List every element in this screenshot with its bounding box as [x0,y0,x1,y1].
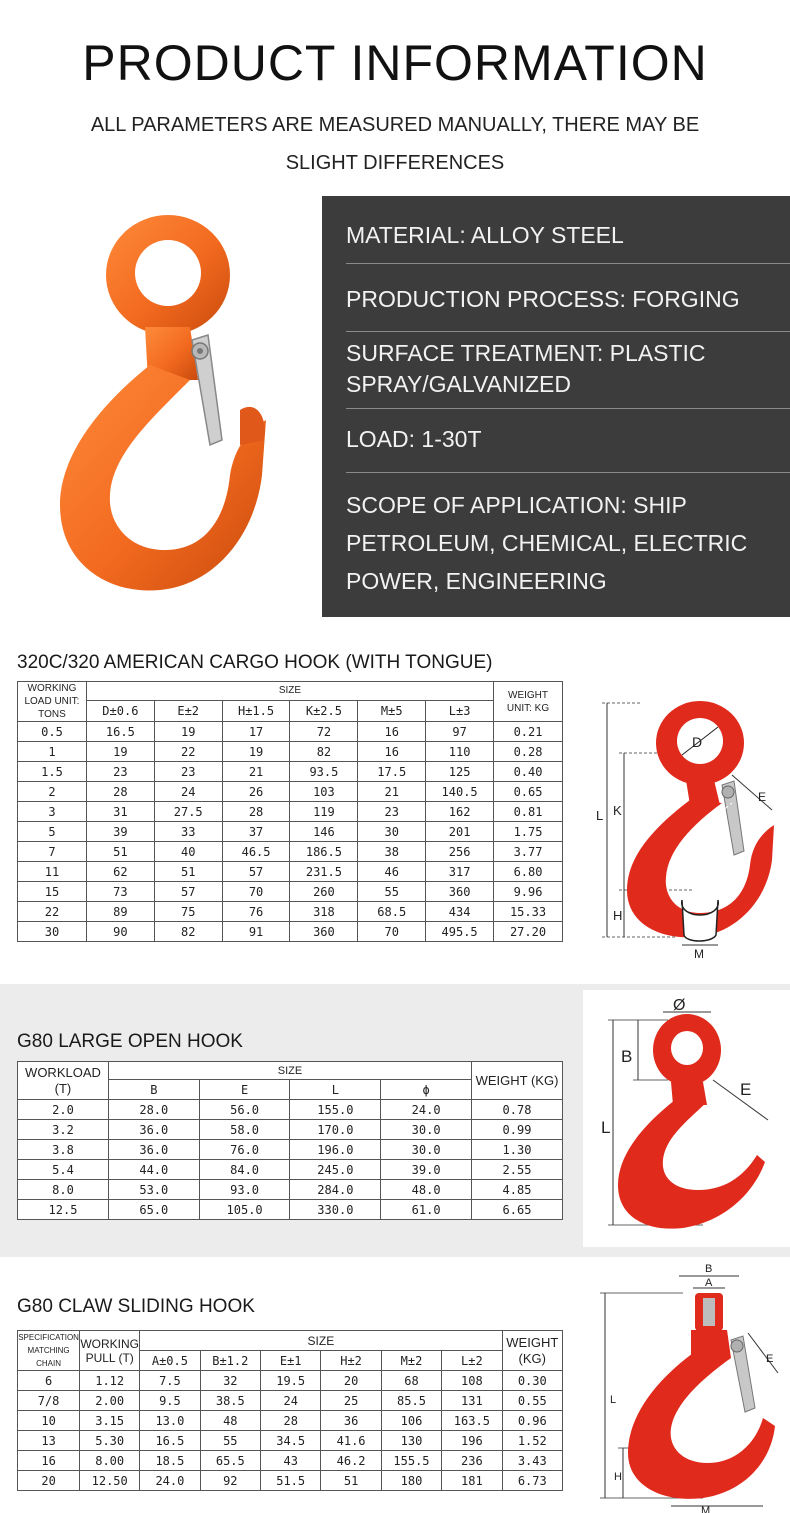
table-cell: 180 [381,1471,441,1491]
table-cell: 17 [222,722,290,742]
table-cell: 0.99 [472,1120,563,1140]
label-k: K [613,803,622,818]
table-cell: 23 [358,802,426,822]
table-row [18,782,563,802]
table-cell: 27.5 [154,802,222,822]
table-cell: 93.0 [199,1180,290,1200]
table-cell: 231.5 [290,862,358,882]
subtitle-line: ALL PARAMETERS ARE MEASURED MANUALLY, THERE MAY BE [90,114,700,136]
label-h: H [614,1471,622,1483]
header-size: SIZE [140,1331,502,1351]
table-row [18,1471,563,1491]
table-cell: 15.33 [494,902,563,922]
table-cell: 39 [86,822,154,842]
table-cell: 0.81 [494,802,563,822]
table-cell: 13.0 [140,1411,200,1431]
table-cell: 1.12 [80,1371,140,1391]
table-cell: 12.5 [18,1200,109,1220]
table-cell: 2.55 [472,1160,563,1180]
table-cell: 33 [154,822,222,842]
table-cell: 89 [86,902,154,922]
table-cell: 17.5 [358,762,426,782]
table-cell: 65.5 [200,1451,260,1471]
table-cell: 155.5 [381,1451,441,1471]
table-cell: 0.65 [494,782,563,802]
table-cell: 1.75 [494,822,563,842]
label-phi: Ø [673,997,686,1014]
label-m: M [694,947,704,961]
table-cell: 20 [321,1371,381,1391]
table-cell: 76 [222,902,290,922]
table-cell: 68.5 [358,902,426,922]
table-cell: 245.0 [290,1160,381,1180]
table-cell: 44.0 [108,1160,199,1180]
table-cell: 3.8 [18,1140,109,1160]
table-cell: 23 [154,762,222,782]
spec-load: LOAD: 1-30T [346,426,482,452]
label-e: E [766,1353,774,1365]
table-cell: 73 [86,882,154,902]
table-cell: 37 [222,822,290,842]
header-spec-chain: SPECIFICATION MATCHING CHAIN [18,1331,80,1371]
divider [346,472,790,473]
table-cell: 11 [18,862,87,882]
table-cell: 30.0 [381,1140,472,1160]
spec-scope-line: PETROLEUM, CHEMICAL, ELECTRIC [346,530,748,556]
table-cell: 3 [18,802,87,822]
table-cell: 51.5 [261,1471,321,1491]
table-cell: 10 [18,1411,80,1431]
table-cell: 19 [222,742,290,762]
column-header: B±1.2 [200,1351,260,1371]
table-cell: 61.0 [381,1200,472,1220]
label-e: E [758,790,767,804]
column-header: B [108,1080,199,1100]
label-b: B [705,1263,713,1275]
column-header: H±2 [321,1351,381,1371]
table-cell: 4.85 [472,1180,563,1200]
table-cell: 0.55 [502,1391,562,1411]
table-cell: 24.0 [140,1471,200,1491]
table-cell: 0.21 [494,722,563,742]
table-cell: 84.0 [199,1160,290,1180]
table-cell: 38.5 [200,1391,260,1411]
table-cell: 57 [154,882,222,902]
column-header: D±0.6 [86,700,154,721]
table-cell: 3.43 [502,1451,562,1471]
table-cell: 317 [426,862,494,882]
table-cell: 7.5 [140,1371,200,1391]
table-cell: 46.5 [222,842,290,862]
spec-scope [346,486,790,600]
table-cell: 55 [200,1431,260,1451]
table-cell: 16.5 [86,722,154,742]
table-cell: 360 [426,882,494,902]
table-cell: 72 [290,722,358,742]
table-cell: 21 [222,762,290,782]
table-cell: 170.0 [290,1120,381,1140]
column-header: ϕ [381,1080,472,1100]
table-cell: 30 [358,822,426,842]
table-row [18,1391,563,1411]
column-header: E±1 [261,1351,321,1371]
table-cell: 62 [86,862,154,882]
table-cell: 22 [154,742,222,762]
table-row [18,1100,563,1120]
table-cell: 34.5 [261,1431,321,1451]
table-cell: 48 [200,1411,260,1431]
table-cell: 196 [442,1431,502,1451]
table-row [18,762,563,782]
label-l: L [610,1394,617,1406]
column-header: K±2.5 [290,700,358,721]
table-cell: 0.28 [494,742,563,762]
spec-scope-line: SCOPE OF APPLICATION: SHIP [346,492,687,518]
table-cell: 1.30 [472,1140,563,1160]
spec-scope-line: POWER, ENGINEERING [346,568,607,594]
label-h: H [613,908,623,923]
table-cell: 51 [154,862,222,882]
section-title: G80 LARGE OPEN HOOK [17,1031,243,1052]
table-cell: 2.00 [80,1391,140,1411]
table-cell: 51 [86,842,154,862]
column-header: L±3 [426,700,494,721]
table-cell: 18.5 [140,1451,200,1471]
table-cell: 32 [200,1371,260,1391]
table-cell: 43 [261,1451,321,1471]
page-title: PRODUCT INFORMATION [82,35,708,91]
table-cell: 91 [222,922,290,942]
table-cell: 330.0 [290,1200,381,1220]
table-cell: 140.5 [426,782,494,802]
table-cell: 8.00 [80,1451,140,1471]
table-cell: 360 [290,922,358,942]
table-row [18,1411,563,1431]
table-cell: 125 [426,762,494,782]
column-header: E±2 [154,700,222,721]
table-cell: 110 [426,742,494,762]
table-cell: 75 [154,902,222,922]
table-cell: 93.5 [290,762,358,782]
subtitle-line: SLIGHT DIFFERENCES [285,152,505,174]
table-cell: 6 [18,1371,80,1391]
table-cell: 16 [358,742,426,762]
spec-surface-line: SPRAY/GALVANIZED [346,371,571,397]
label-e: E [740,1080,752,1099]
table-cell: 76.0 [199,1140,290,1160]
spec-surface-line: SURFACE TREATMENT: PLASTIC [346,340,706,366]
table-row [18,842,563,862]
section-title: 320C/320 AMERICAN CARGO HOOK (WITH TONGUE) [17,652,493,673]
table-cell: 70 [358,922,426,942]
table-cell: 31 [86,802,154,822]
table-cell: 85.5 [381,1391,441,1411]
label-l: L [596,808,604,823]
table-cell: 36.0 [108,1120,199,1140]
table-row [18,1200,563,1220]
table-cell: 260 [290,882,358,902]
table-cell: 146 [290,822,358,842]
header-weight: WEIGHT UNIT: KG [494,682,563,722]
table-cell: 24.0 [381,1100,472,1120]
table-cell: 82 [154,922,222,942]
table-cell: 40 [154,842,222,862]
table-row [18,922,563,942]
table-cell: 56.0 [199,1100,290,1120]
table-row [18,1431,563,1451]
table-cell: 58.0 [199,1120,290,1140]
table-cell: 108 [442,1371,502,1391]
page-subtitle [40,106,750,182]
table-row [18,1160,563,1180]
table-cell: 181 [442,1471,502,1491]
label-a: A [705,1277,713,1289]
cargo-hook-table [17,681,563,942]
table-cell: 0.96 [502,1411,562,1431]
column-header: A±0.5 [140,1351,200,1371]
table-row [18,1120,563,1140]
table-row [18,1371,563,1391]
divider [346,263,790,264]
claw-hook-table [17,1330,563,1491]
table-cell: 106 [381,1411,441,1431]
table-cell: 434 [426,902,494,922]
header-size: SIZE [108,1062,471,1080]
cargo-hook-diagram [582,675,790,973]
table-cell: 105.0 [199,1200,290,1220]
table-cell: 21 [358,782,426,802]
table-cell: 28.0 [108,1100,199,1120]
table-cell: 130 [381,1431,441,1451]
table-row [18,902,563,922]
table-cell: 16.5 [140,1431,200,1451]
divider [346,331,790,332]
table-cell: 6.65 [472,1200,563,1220]
table-cell: 186.5 [290,842,358,862]
table-row [18,802,563,822]
column-header: M±2 [381,1351,441,1371]
spec-material: MATERIAL: ALLOY STEEL [346,222,624,248]
table-cell: 3.2 [18,1120,109,1140]
table-row [18,1140,563,1160]
table-cell: 16 [358,722,426,742]
table-cell: 30.0 [381,1120,472,1140]
table-cell: 19 [154,722,222,742]
table-cell: 7/8 [18,1391,80,1411]
table-row [18,742,563,762]
table-cell: 2 [18,782,87,802]
table-cell: 0.5 [18,722,87,742]
table-cell: 196.0 [290,1140,381,1160]
table-cell: 53.0 [108,1180,199,1200]
table-cell: 256 [426,842,494,862]
open-hook-diagram [583,990,790,1247]
orange-hook-image [40,205,290,600]
table-cell: 15 [18,882,87,902]
header-workload: WORKLOAD (T) [18,1062,109,1100]
table-cell: 163.5 [442,1411,502,1431]
table-cell: 57 [222,862,290,882]
table-cell: 131 [442,1391,502,1411]
table-cell: 0.78 [472,1100,563,1120]
table-cell: 65.0 [108,1200,199,1220]
label-d: D [692,734,703,750]
table-cell: 1.5 [18,762,87,782]
table-cell: 8.0 [18,1180,109,1200]
table-cell: 318 [290,902,358,922]
table-cell: 22 [18,902,87,922]
table-cell: 7 [18,842,87,862]
column-header: M±5 [358,700,426,721]
table-cell: 25 [321,1391,381,1411]
table-cell: 6.80 [494,862,563,882]
header-size: SIZE [86,682,493,701]
spec-process: PRODUCTION PROCESS: FORGING [346,286,740,312]
table-cell: 16 [18,1451,80,1471]
table-cell: 19 [86,742,154,762]
table-row [18,1451,563,1471]
table-cell: 82 [290,742,358,762]
table-cell: 0.30 [502,1371,562,1391]
table-cell: 1.52 [502,1431,562,1451]
table-cell: 36 [321,1411,381,1431]
table-row [18,822,563,842]
specification-panel [322,196,790,617]
table-cell: 24 [154,782,222,802]
table-cell: 46 [358,862,426,882]
table-cell: 3.77 [494,842,563,862]
table-cell: 495.5 [426,922,494,942]
open-hook-table [17,1061,563,1220]
claw-hook-diagram [583,1258,790,1513]
table-cell: 27.20 [494,922,563,942]
table-cell: 90 [86,922,154,942]
header-weight: WEIGHT (KG) [502,1331,562,1371]
table-cell: 13 [18,1431,80,1451]
table-cell: 92 [200,1471,260,1491]
table-cell: 201 [426,822,494,842]
table-cell: 36.0 [108,1140,199,1160]
table-cell: 284.0 [290,1180,381,1200]
table-cell: 20 [18,1471,80,1491]
table-cell: 41.6 [321,1431,381,1451]
table-cell: 28 [222,802,290,822]
table-cell: 48.0 [381,1180,472,1200]
table-cell: 23 [86,762,154,782]
section-title: G80 CLAW SLIDING HOOK [17,1296,255,1317]
table-cell: 19.5 [261,1371,321,1391]
table-cell: 28 [261,1411,321,1431]
table-cell: 9.5 [140,1391,200,1411]
table-cell: 5 [18,822,87,842]
table-row [18,722,563,742]
table-row [18,1180,563,1200]
table-cell: 26 [222,782,290,802]
spec-surface [346,338,790,400]
table-cell: 103 [290,782,358,802]
table-cell: 6.73 [502,1471,562,1491]
column-header: L [290,1080,381,1100]
table-cell: 162 [426,802,494,822]
divider [346,408,790,409]
table-cell: 2.0 [18,1100,109,1120]
label-m: M [701,1505,711,1513]
table-cell: 155.0 [290,1100,381,1120]
table-cell: 97 [426,722,494,742]
table-cell: 38 [358,842,426,862]
table-cell: 39.0 [381,1160,472,1180]
header-weight: WEIGHT (KG) [472,1062,563,1100]
table-cell: 1 [18,742,87,762]
table-cell: 9.96 [494,882,563,902]
table-cell: 46.2 [321,1451,381,1471]
table-cell: 5.30 [80,1431,140,1451]
column-header: H±1.5 [222,700,290,721]
label-b: B [621,1047,633,1066]
table-cell: 70 [222,882,290,902]
table-cell: 236 [442,1451,502,1471]
table-cell: 3.15 [80,1411,140,1431]
header-working-pull: WORKING PULL (T) [80,1331,140,1371]
table-cell: 51 [321,1471,381,1491]
table-cell: 12.50 [80,1471,140,1491]
table-cell: 68 [381,1371,441,1391]
table-row [18,862,563,882]
table-cell: 30 [18,922,87,942]
table-cell: 5.4 [18,1160,109,1180]
table-row [18,882,563,902]
label-l: L [601,1118,611,1137]
column-header: E [199,1080,290,1100]
header-working-load: WORKING LOAD UNIT: TONS [18,682,87,722]
table-cell: 119 [290,802,358,822]
table-cell: 28 [86,782,154,802]
table-cell: 24 [261,1391,321,1411]
table-cell: 55 [358,882,426,902]
table-cell: 0.40 [494,762,563,782]
column-header: L±2 [442,1351,502,1371]
